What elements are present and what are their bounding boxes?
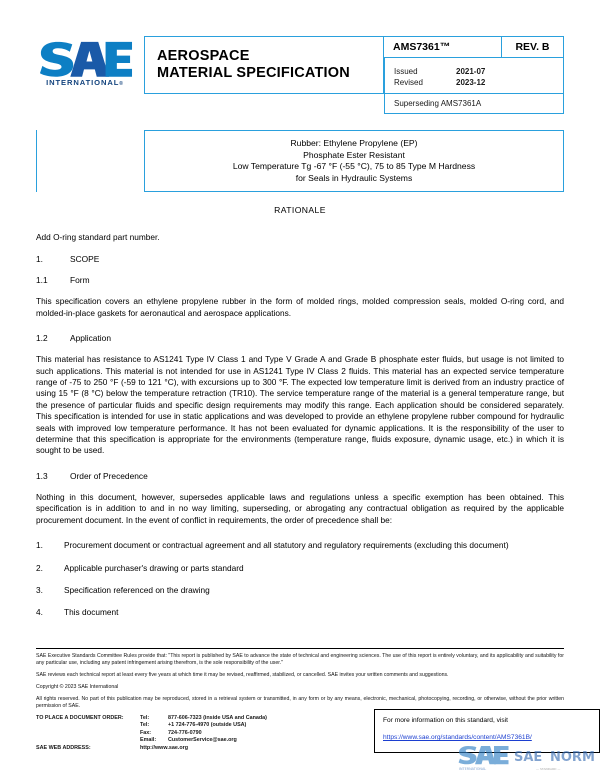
list-item-text: This document (64, 607, 119, 618)
contact-key: Email: (140, 737, 157, 744)
footer-order-block (36, 715, 564, 752)
list-item (36, 563, 564, 574)
footer-rights: All rights reserved. No part of this publication may be reproduced, stored in a retrieval system or transmitted, in any form or by any means, electronic, mechanical, photocopying, recording, or otherwise, without the prior written permission of SAE. (36, 696, 564, 709)
footer-legal-2: SAE reviews each technical report at least every five years at which time it may be revised, reaffirmed, stabilized, or cancelled. SAE invites your written comments and suggestions. (36, 672, 449, 678)
document-number-box (384, 36, 502, 58)
dates-box (384, 58, 564, 94)
section-1-1-title: Form (70, 275, 90, 286)
issued-label: Issued (394, 67, 418, 76)
svg-text:INTERNATIONAL: INTERNATIONAL (459, 767, 487, 771)
list-item-marker: 2. (36, 562, 43, 573)
list-item (36, 540, 564, 551)
section-1-2-title: Application (70, 333, 111, 344)
contact-row (36, 715, 336, 722)
web-address-row (36, 745, 336, 752)
web-value: http://www.sae.org (140, 744, 189, 751)
section-1-1-text: This specification covers an ethylene propylene rubber in the form of molded rings, molded compression seals, molded O-ring cord, and molded-in-place gaskets for aeronautical and aerospace applications. (36, 296, 564, 318)
contact-value: CustomerService@sae.org (168, 737, 237, 744)
subject-line-1: Rubber: Ethylene Propylene (EP) (290, 138, 418, 148)
document-title-box (144, 36, 384, 94)
header-boxes (144, 36, 564, 114)
order-label-spacer (36, 737, 140, 744)
revised-row (394, 78, 563, 89)
section-1-2-text: This material has resistance to AS1241 Type IV Class 1 and Type V Grade A and Grade B phosphate ester fluids, but usage is not limited to such applications. This material is not intended for use in AS1241 Type IV Class 2 fluids. This material has an expected service temperature range of -75 to 250 °F (-59 to 121 °C), with excursions up to 300 °F. The expected low temperature limit is derived from an industry practice of using 15 °F (8 °C) below the temperature retraction (TR10). The service temperature range of the material is a general temperature range, but the presence of particular fluids and specific design requirements may modify this range. Each application should be considered separately. This specification is intended for use in static applications and was developed to provide an ethylene propylene rubber compound for hydraulic seals with improved low temperature performance. It has not been evaluated for dynamic applications. It is the responsibility of the user to determine that this specification is appropriate for the environments (temperature range, fluids exposure, dynamic usage, etc.) in which it is sought to be used. (36, 354, 564, 456)
order-label: TO PLACE A DOCUMENT ORDER: (36, 715, 124, 721)
svg-text:SAE: SAE (514, 750, 543, 765)
registered-mark: ® (119, 81, 124, 88)
footer-legal-1: SAE Executive Standards Committee Rules provide that: "This report is published by SAE to advance the state of technical and engineering sciences. The use of this report is entirely voluntary, and its applicability and suitability for any particular use, including any patent infringement arising therefrom, is the sole responsibility of the user." (36, 653, 564, 666)
superseding-box (384, 94, 564, 114)
list-item-text: Specification referenced on the drawing (64, 584, 210, 595)
title-line-1: AEROSPACE (157, 48, 250, 64)
list-item-marker: 3. (36, 584, 43, 595)
header-right-column (384, 36, 564, 114)
standard-url-link[interactable]: https://www.sae.org/standards/content/AMS7361B/ (383, 734, 532, 741)
issued-date: 2021-07 (456, 67, 486, 76)
section-1-3-text: Nothing in this document, however, supersedes applicable laws and regulations unless a specific exemption has been obtained. This specification is in addition to and in no way limiting, superseding, or abrogating any contractual obligation as required by the applicable procurement document. In the event of conflict in requirements, the order of precedence shall be: (36, 491, 564, 525)
contact-value: 724-776-0790 (168, 729, 202, 736)
list-item-marker: 1. (36, 540, 43, 551)
revision-label: REV. B (515, 41, 550, 53)
section-1-heading (36, 254, 564, 264)
sae-logo-block (36, 36, 144, 87)
list-item-text: Applicable purchaser's drawing or parts standard (64, 562, 244, 573)
revised-label: Revised (394, 77, 423, 87)
order-label-spacer (36, 730, 140, 737)
list-item (36, 585, 564, 596)
rationale-heading: RATIONALE (274, 205, 326, 215)
footer-contact-table (36, 715, 336, 752)
contact-key: Tel: (140, 722, 150, 729)
revision-box (502, 36, 564, 58)
document-body (36, 205, 564, 630)
number-revision-row (384, 36, 564, 58)
web-label: SAE WEB ADDRESS: (36, 744, 91, 751)
svg-text:— STANDARD —: — STANDARD — (536, 767, 561, 771)
section-1-3-heading (36, 471, 564, 481)
subject-title-box (144, 130, 564, 192)
contact-row (36, 722, 336, 729)
contact-row (36, 737, 336, 744)
subject-line-4: for Seals in Hydraulic Systems (295, 172, 413, 183)
list-item (36, 607, 564, 618)
order-of-precedence-list (36, 540, 564, 619)
footer-copyright: Copyright © 2023 SAE International (36, 684, 119, 690)
section-1-3-title: Order of Precedence (70, 470, 148, 481)
document-footer (36, 648, 564, 752)
list-item-marker: 4. (36, 607, 43, 618)
contact-value: 877-606-7323 (inside USA and Canada) (168, 715, 267, 721)
svg-text:NORM: NORM (550, 750, 595, 765)
rationale-text: Add O-ring standard part number. (36, 232, 160, 242)
contact-key: Fax: (140, 729, 152, 736)
issued-row (394, 67, 563, 78)
subject-line-3: Low Temperature Tg -67 °F (-55 °C), 75 to 85 Type M Hardness (232, 161, 476, 171)
list-item-text: Procurement document or contractual agreement and all statutory and regulatory requirements (excluding this document) (64, 540, 509, 551)
title-line-2: MATERIAL SPECIFICATION (157, 65, 350, 81)
header-top-row (144, 36, 564, 114)
contact-key: Tel: (140, 715, 150, 721)
section-1-title: SCOPE (70, 254, 100, 265)
revised-date: 2023-12 (456, 77, 486, 87)
info-text: For more information on this standard, visit (383, 717, 508, 724)
contact-row (36, 730, 336, 737)
section-1-1-heading (36, 275, 564, 285)
order-label-spacer (36, 722, 140, 729)
superseding-text: Superseding AMS7361A (394, 99, 482, 108)
contact-value: +1 724-776-4970 (outside USA) (168, 722, 247, 729)
section-1-2-number: 1.2 (36, 333, 48, 344)
sae-wordmark: INTERNATIONAL® (46, 78, 124, 88)
more-information-box (374, 709, 600, 753)
section-1-3-number: 1.3 (36, 470, 48, 481)
document-header (36, 36, 564, 114)
sae-logo-icon (36, 38, 134, 77)
subject-line-2: Phosphate Ester Resistant (303, 149, 405, 160)
header-left-accent-bar (36, 130, 37, 192)
footer-divider (36, 648, 564, 649)
section-1-1-number: 1.1 (36, 275, 48, 286)
section-1-2-heading (36, 333, 564, 343)
document-number: AMS7361™ (393, 41, 451, 53)
section-1-number: 1. (36, 254, 43, 265)
